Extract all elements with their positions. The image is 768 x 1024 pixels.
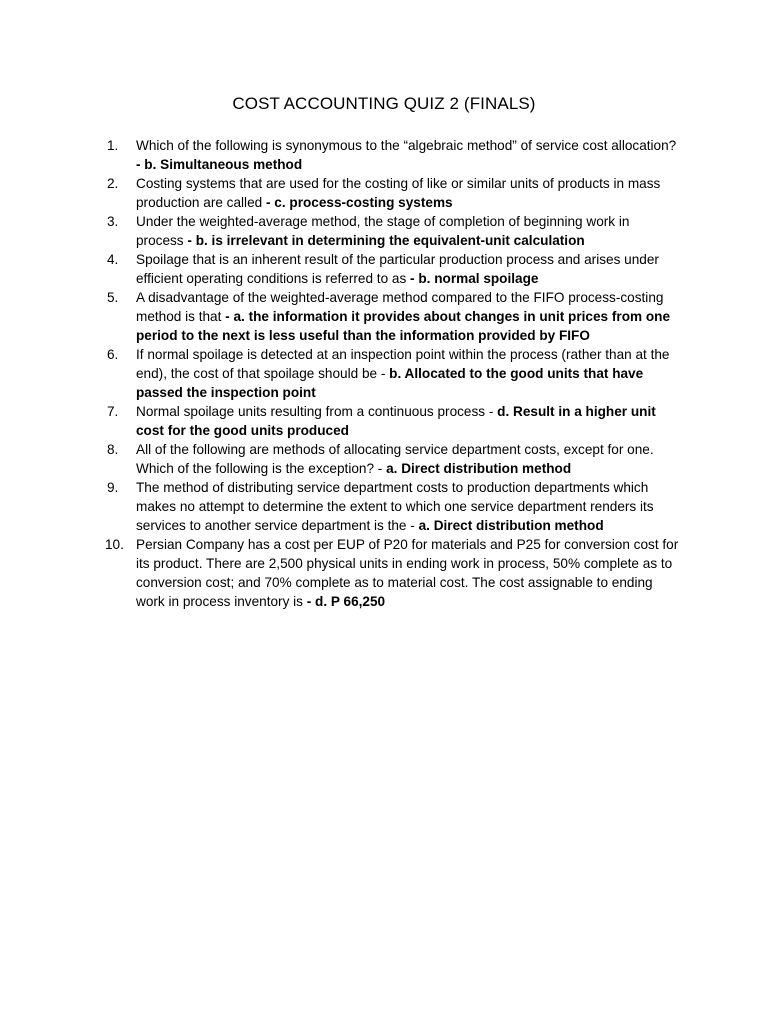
question-item bbox=[107, 250, 680, 288]
question-number: 8. bbox=[107, 442, 119, 457]
question-text: Spoilage that is an inherent result of the particular production process and arises under efficient operating conditions is referred to as bbox=[136, 252, 659, 286]
question-text: Costing systems that are used for the costing of like or similar units of products in mass production are called bbox=[136, 176, 661, 210]
question-text: A disadvantage of the weighted-average method compared to the FIFO process-costing method is that bbox=[136, 290, 664, 324]
question-number: 4. bbox=[107, 252, 119, 267]
question-number: 9. bbox=[107, 480, 119, 495]
question-item bbox=[107, 136, 680, 174]
question-item bbox=[107, 212, 680, 250]
answer-text: - c. process-costing systems bbox=[262, 195, 453, 210]
answer-text: - d. P 66,250 bbox=[302, 594, 386, 609]
question-text: All of the following are methods of allocating service department costs, except for one. Which of the following is the exception? - bbox=[136, 442, 654, 476]
question-item bbox=[107, 174, 680, 212]
question-item bbox=[107, 440, 680, 478]
answer-text: - a. the information it provides about changes in unit prices from one period to the next is less useful than the information provided by FIFO bbox=[136, 309, 671, 343]
question-item bbox=[107, 345, 680, 402]
question-number: 5. bbox=[107, 290, 119, 305]
question-item bbox=[107, 288, 680, 345]
question-text: If normal spoilage is detected at an inspection point within the process (rather than at the end), the cost of that spoilage should be - bbox=[136, 347, 670, 381]
question-text: The method of distributing service department costs to production departments which makes no attempt to determine the extent to which one service department renders its services to another service department is the - bbox=[136, 480, 654, 533]
answer-text: d. Result in a higher unit cost for the good units produced bbox=[136, 404, 656, 438]
question-text: Normal spoilage units resulting from a continuous process - bbox=[136, 404, 494, 419]
answer-text: b. Allocated to the good units that have passed the inspection point bbox=[136, 366, 644, 400]
answer-text: - b. Simultaneous method bbox=[136, 157, 303, 172]
question-list bbox=[0, 136, 768, 611]
question-text: Which of the following is synonymous to the “algebraic method” of service cost allocation? bbox=[136, 138, 677, 153]
answer-text: - b. is irrelevant in determining the equivalent-unit calculation bbox=[183, 233, 585, 248]
answer-text: a. Direct distribution method bbox=[414, 518, 604, 533]
question-number: 3. bbox=[107, 214, 119, 229]
page-title: COST ACCOUNTING QUIZ 2 (FINALS) bbox=[232, 94, 536, 113]
question-text: Persian Company has a cost per EUP of P20 for materials and P25 for conversion cost for its product. There are 2,500 physical units in ending work in process, 50% complete as to conversion cost; and 70% complete as to material cost. The cost assignable to ending work in process inventory is bbox=[136, 537, 679, 609]
question-text: Under the weighted-average method, the stage of completion of beginning work in process bbox=[136, 214, 630, 248]
question-item bbox=[105, 535, 680, 611]
question-number: 6. bbox=[107, 347, 119, 362]
question-item bbox=[107, 478, 680, 535]
question-number: 7. bbox=[107, 404, 119, 419]
answer-text: a. Direct distribution method bbox=[382, 461, 572, 476]
question-number: 1. bbox=[107, 138, 119, 153]
question-item bbox=[107, 402, 680, 440]
question-number: 10. bbox=[105, 537, 124, 552]
question-number: 2. bbox=[107, 176, 119, 191]
answer-text: - b. normal spoilage bbox=[406, 271, 539, 286]
